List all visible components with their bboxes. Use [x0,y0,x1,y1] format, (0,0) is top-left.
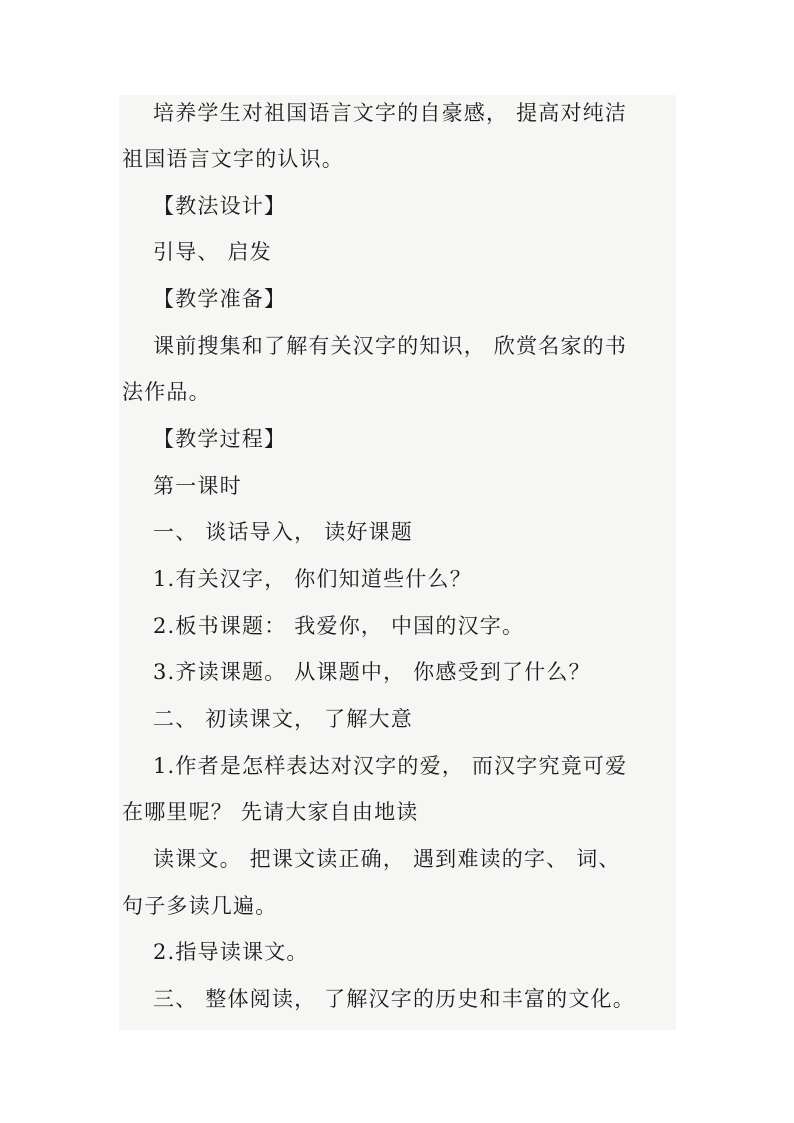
list-item: 3.齐读课题。 从课题中， 你感受到了什么？ [153,660,591,684]
document-page [119,95,676,1030]
body-text-line: 课前搜集和了解有关汉字的知识， 欣赏名家的书 [153,334,628,358]
body-text-line: 培养学生对祖国语言文字的自豪感， 提高对纯洁 [153,101,628,125]
lesson-heading: 第一课时 [153,474,242,498]
body-text-line: 句子多读几遍。 [122,894,278,918]
section-heading: 【教学过程】 [153,427,287,451]
step-heading: 一、 谈话导入， 读好课题 [153,520,413,544]
step-heading: 三、 整体阅读， 了解汉字的历史和丰富的文化。 [153,987,635,1011]
list-item: 2.板书课题： 我爱你， 中国的汉字。 [153,614,525,638]
section-heading: 【教法设计】 [153,194,287,218]
body-text-line: 引导、 启发 [153,240,272,264]
body-text-line: 读课文。 把课文读正确， 遇到难读的字、 词、 [153,847,621,871]
list-item: 2.指导读课文。 [153,940,309,964]
body-text-line: 法作品。 [122,380,211,404]
list-item: 1.作者是怎样表达对汉字的爱， 而汉字究竟可爱 [153,754,628,778]
section-heading: 【教学准备】 [153,287,287,311]
body-text-line: 在哪里呢？ 先请大家自由地读 [122,800,419,824]
step-heading: 二、 初读课文， 了解大意 [153,707,413,731]
list-item: 1.有关汉字， 你们知道些什么？ [153,567,472,591]
body-text-line: 祖国语言文字的认识。 [122,147,344,171]
